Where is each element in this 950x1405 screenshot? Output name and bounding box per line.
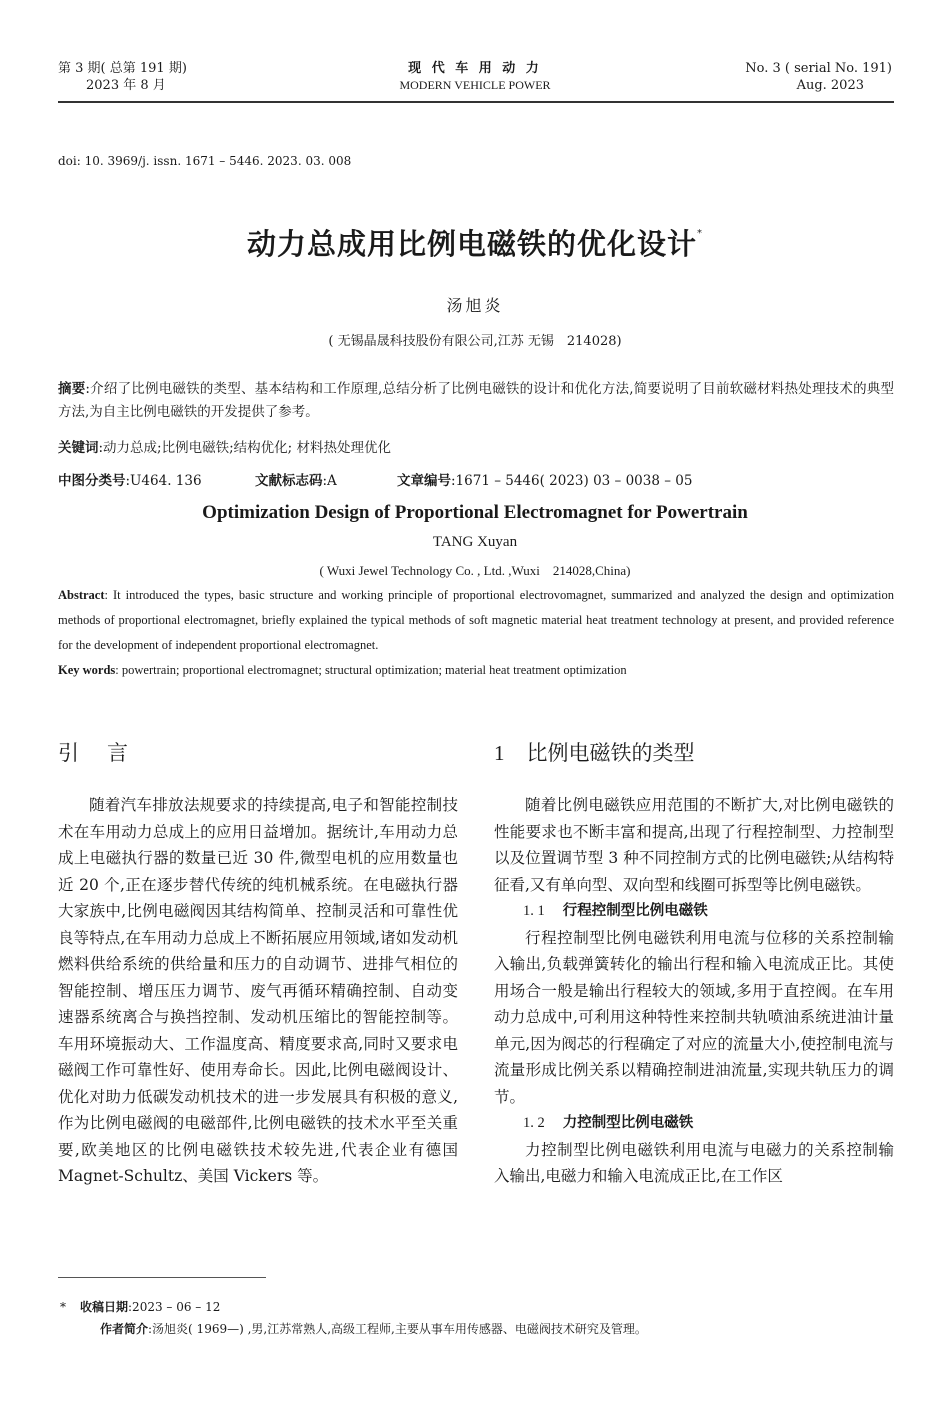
clc-number bbox=[58, 469, 255, 489]
doc-code-value: :A bbox=[322, 473, 337, 489]
footnote-received bbox=[60, 1296, 221, 1318]
subsection-1-1-heading bbox=[494, 898, 894, 925]
subsection-1-2-paragraph: 力控制型比例电磁铁利用电流与电磁力的关系控制输入输出,电磁力和输入电流成正比,在工作区 bbox=[494, 1140, 894, 1185]
subsection-1-1-paragraph: 行程控制型比例电磁铁利用电流与位移的关系控制输入输出,负载弹簧转化的输出行程和输入电流成正比。其使用场合一般是输出行程较大的领域,多用于直控阀。在车用动力总成中,可利用这种特性来控制共轨喷油系统进油计量单元,因为阀芯的行程确定了对应的流量大小,使控制电流与流量形成比例关系以精确控制进油流量,实现共轨压力的调节。 bbox=[494, 928, 894, 1106]
keywords-en-label: Key words bbox=[58, 663, 116, 677]
footnote-mark: * bbox=[60, 1300, 66, 1314]
subsection-1-2-number: 1. 2 bbox=[523, 1115, 545, 1131]
article-label: 文章编号 bbox=[397, 473, 451, 489]
issue-date: 2023 年 8 月 bbox=[86, 78, 166, 93]
left-column bbox=[58, 792, 458, 1190]
paper-title bbox=[0, 222, 950, 263]
bio-label: 作者简介 bbox=[100, 1322, 149, 1336]
keywords-label: 关键词 bbox=[58, 440, 99, 456]
paper-title-text: 动力总成用比例电磁铁的优化设计 bbox=[246, 227, 697, 261]
subsection-1-2-title: 力控制型比例电磁铁 bbox=[562, 1115, 694, 1131]
intro-heading: 引言 bbox=[58, 741, 156, 765]
right-column bbox=[494, 792, 894, 1190]
article-value: :1671 – 5446( 2023) 03 – 0038 – 05 bbox=[451, 473, 693, 489]
abstract-label: 摘要 bbox=[58, 381, 86, 397]
title-footnote-mark[interactable]: * bbox=[697, 228, 703, 239]
abstract-text: :介绍了比例电磁铁的类型、基本结构和工作原理,总结分析了比例电磁铁的设计和优化方法,简要说明了目前软磁材料热处理技术的典型方法,为自主比例电磁铁的开发提供了参考。 bbox=[58, 381, 894, 420]
abstract-cn bbox=[58, 378, 894, 424]
section-1-paragraph: 随着比例电磁铁应用范围的不断扩大,对比例电磁铁的性能要求也不断丰富和提高,出现了行程控制型、力控制型以及位置调节型 3 种不同控制方式的比例电磁铁;从结构特征看,又有单向型、双向型和线圈可拆型等比例电磁铁。 bbox=[494, 796, 894, 894]
paper-title-en: Optimization Design of Proportional Electromagnet for Powertrain bbox=[202, 502, 748, 523]
issue-number-en: No. 3 ( serial No. 191) bbox=[745, 61, 892, 76]
doi[interactable]: doi: 10. 3969/j. issn. 1671 – 5446. 2023. 03. 008 bbox=[58, 154, 352, 168]
received-value: :2023 – 06 – 12 bbox=[128, 1300, 221, 1314]
affiliation-en: ( Wuxi Jewel Technology Co. , Ltd. ,Wuxi 214028,China) bbox=[319, 563, 631, 578]
journal-name-cn: 现 代 车 用 动 力 bbox=[408, 61, 542, 76]
section-1-number: 1 bbox=[494, 741, 505, 765]
subsection-1-2-heading bbox=[494, 1110, 894, 1137]
received-label: 收稿日期 bbox=[80, 1300, 129, 1314]
intro-paragraph: 随着汽车排放法规要求的持续提高,电子和智能控制技术在车用动力总成上的应用日益增加。据统计,车用动力总成上电磁执行器的数量已近 30 件,微型电机的应用数量也近 20 个,正在逐步替代传统的纯机械系统。在电磁执行器大家族中,比例电磁阀因其结构简单、控制灵活和可靠性优良等特点,在车用动力总成上不断拓展应用领域,诸如发动机燃料供给系统的供给量和压力的自动调节、进排气相位的智能控制、增压压力调节、废气再循环精确控制、自动变速器系统离合与换挡控制、发动机压缩比的智能控制等。车用环境振动大、工作温度高、精度要求高,同时又要求电磁阀工作可靠性好、使用寿命长。因此,比例电磁阀设计、优化对助力低碳发动机技术的进一步发展具有积极的意义,作为比例电磁阀的电磁部件,比例电磁铁的技术水平至关重要,欧美地区的比例电磁铁技术较先进,代表企业有德国 Magnet-Schultz、美国 Vickers 等。 bbox=[58, 796, 458, 1185]
header-divider bbox=[58, 101, 894, 103]
classification-line bbox=[58, 469, 692, 489]
issue-number: 第 3 期( 总第 191 期) bbox=[58, 61, 187, 76]
clc-label: 中图分类号 bbox=[58, 473, 126, 489]
journal-name-en: MODERN VEHICLE POWER bbox=[399, 78, 551, 92]
keywords-text: :动力总成;比例电磁铁;结构优化; 材料热处理优化 bbox=[98, 440, 391, 456]
journal-issue-info-en bbox=[745, 60, 892, 94]
keywords-en-text: : powertrain; proportional electromagnet; structural optimization; material heat treatment optimization bbox=[115, 663, 627, 677]
subsection-1-1-number: 1. 1 bbox=[523, 903, 545, 919]
clc-value: :U464. 136 bbox=[125, 473, 202, 489]
author: 汤旭炎 bbox=[446, 296, 504, 315]
abstract-en-text: : It introduced the types, basic structure and working principle of proportional electrovomagnet, summarized and analyzed the design and optimization methods of proportional electromagnet, briefly explained the typical methods of soft magnetic material heat treatment technology at present, and provided reference for the development of independent proportional electromagnet. bbox=[58, 588, 894, 652]
doc-code-label: 文献标志码 bbox=[255, 473, 323, 489]
section-1-heading bbox=[494, 737, 695, 767]
keywords-en bbox=[58, 658, 894, 683]
subsection-1-1-title: 行程控制型比例电磁铁 bbox=[562, 903, 708, 919]
abstract-en bbox=[58, 583, 894, 658]
footnote-divider bbox=[58, 1277, 266, 1278]
affiliation: ( 无锡晶晟科技股份有限公司,江苏 无锡 214028) bbox=[328, 334, 622, 349]
bio-value: :汤旭炎( 1969—) ,男,江苏常熟人,高级工程师,主要从事车用传感器、电磁阀技术研究及管理。 bbox=[148, 1322, 647, 1336]
author-en: TANG Xuyan bbox=[432, 534, 518, 550]
issue-date-en: Aug. 2023 bbox=[796, 78, 864, 93]
abstract-en-label: Abstract bbox=[58, 588, 105, 602]
footnote-author-bio bbox=[100, 1318, 647, 1340]
document-code bbox=[255, 469, 397, 489]
section-1-title: 比例电磁铁的类型 bbox=[526, 741, 695, 765]
keywords-cn bbox=[58, 437, 894, 460]
article-number bbox=[397, 469, 692, 489]
